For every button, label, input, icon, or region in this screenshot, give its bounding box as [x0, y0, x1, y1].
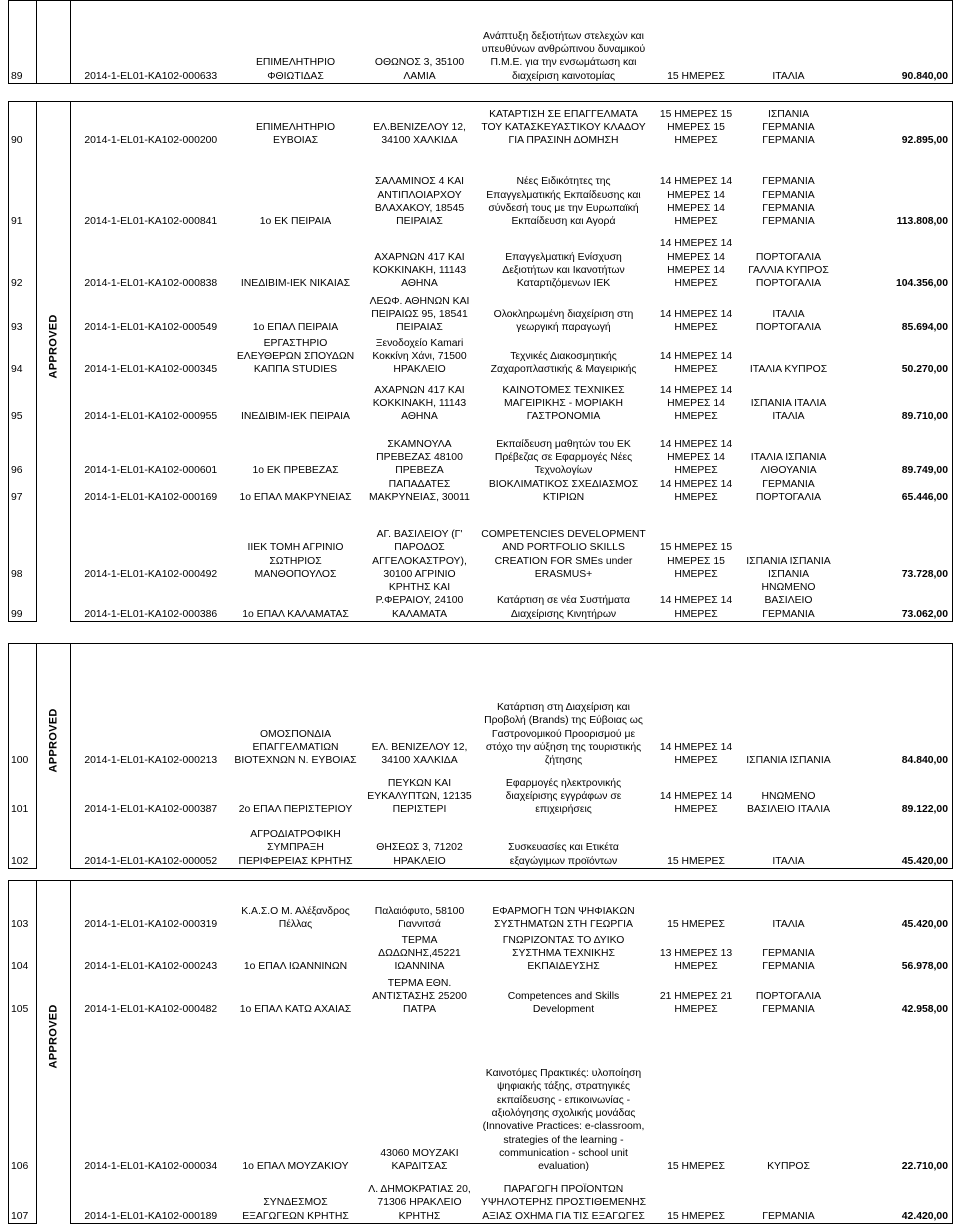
cell-org: ΕΠΙΜΕΛΗΤΗΡΙΟ ΦΘΙΩΤΙΔΑΣ: [231, 1, 361, 84]
cell-addr: ΚΡΗΤΗΣ ΚΑΙ Ρ.ΦΕΡΑΙΟΥ, 24100 ΚΑΛΑΜΑΤΑ: [361, 581, 479, 621]
cell-org: 1ο ΕΠΑΛ ΚΑΛΑΜΑΤΑΣ: [231, 581, 361, 621]
cell-country: ΙΤΑΛΙΑ: [744, 1, 834, 84]
cell-amount: 42.420,00: [834, 1174, 953, 1224]
cell-amount: 89.710,00: [834, 377, 953, 424]
cell-org: 1ο ΕΠΑΛ ΠΕΙΡΑΙΑ: [252, 322, 339, 334]
cell-org: ΕΠΙΜΕΛΗΤΗΡΙΟ ΕΥΒΟΙΑΣ: [231, 102, 361, 148]
cell-addr: ΕΛ.ΒΕΝΙΖΕΛΟΥ 12, 34100 ΧΑΛΚΙΔΑ: [361, 102, 479, 148]
row-number: 93: [9, 291, 37, 335]
row-number: 95: [9, 377, 37, 424]
cell-amount: 45.420,00: [834, 817, 953, 869]
table-row: [9, 377, 953, 424]
cell-dur: 14 ΗΜΕΡΕΣ 14 ΗΜΕΡΕΣ: [659, 790, 733, 816]
cell-amount: 42.958,00: [834, 974, 953, 1017]
cell-title: Επαγγελματική Ενίσχυση Δεξιοτήτων και Ικανοτήτων Καταρτιζόμενων ΙΕΚ: [502, 251, 625, 290]
cell-title: Ανάπτυξη δεξιοτήτων στελεχών και υπευθύνων ανθρώπινου δυναμικού Π.Μ.Ε. για την ενσωμάτωση και διαχείριση καινοτομίας: [479, 1, 649, 84]
cell-code: 2014-1-EL01-KA102-000841: [84, 216, 218, 228]
cell-dur: 15 ΗΜΕΡΕΣ: [649, 1174, 744, 1224]
cell-org: ΟΜΟΣΠΟΝΔΙΑ ΕΠΑΓΓΕΛΜΑΤΙΩΝ ΒΙΟΤΕΧΝΩΝ Ν. ΕΥΒΟΙΑΣ: [231, 644, 361, 768]
cell-country: ΠΟΡΤΟΓΑΛΙΑ ΓΕΡΜΑΝΙΑ: [755, 990, 822, 1016]
cell-country: ΓΕΡΜΑΝΙΑ ΠΟΡΤΟΓΑΛΙΑ: [755, 478, 822, 503]
row-number: 105: [9, 974, 37, 1017]
table-row: [9, 424, 953, 478]
cell-org: Κ.Α.Σ.Ο Μ. Αλέξανδρος Πέλλας: [231, 881, 361, 932]
cell-code: 2014-1-EL01-KA102-000052: [71, 817, 231, 869]
cell-addr: Παλαιόφυτο, 58100 Γιαννιτσά: [361, 881, 479, 932]
cell-dur: 14 ΗΜΕΡΕΣ 14 ΗΜΕΡΕΣ 14 ΗΜΕΡΕΣ 14 ΗΜΕΡΕΣ: [659, 238, 733, 290]
cell-country: ΙΣΠΑΝΙΑ ΙΣΠΑΝΙΑ: [744, 644, 834, 768]
cell-country: ΗΝΩΜΕΝΟ ΒΑΣΙΛΕΙΟ ΓΕΡΜΑΝΙΑ: [744, 581, 834, 621]
cell-dur: 14 ΗΜΕΡΕΣ 14 ΗΜΕΡΕΣ: [649, 644, 744, 768]
cell-country: ΙΣΠΑΝΙΑ ΓΕΡΜΑΝΙΑ ΓΕΡΜΑΝΙΑ: [744, 102, 834, 148]
cell-title: ΒΙΟΚΛΙΜΑΤΙΚΟΣ ΣΧΕΔΙΑΣΜΟΣ ΚΤΙΡΙΩΝ: [488, 478, 639, 503]
cell-dur: 14 ΗΜΕΡΕΣ 14 ΗΜΕΡΕΣ 14 ΗΜΕΡΕΣ: [659, 384, 733, 423]
cell-org: 1ο ΕΠΑΛ ΚΑΤΩ ΑΧΑΙΑΣ: [239, 1004, 352, 1016]
cell-dur: 15 ΗΜΕΡΕΣ 15 ΗΜΕΡΕΣ 15 ΗΜΕΡΕΣ: [659, 542, 733, 580]
cell-amount: 45.420,00: [834, 881, 953, 932]
row-number: 98: [9, 504, 37, 581]
table-body: [9, 1, 953, 1224]
cell-amount: 113.808,00: [834, 148, 953, 229]
cell-addr: ΕΛ. ΒΕΝΙΖΕΛΟΥ 12, 34100 ΧΑΛΚΙΔΑ: [361, 644, 479, 768]
cell-code: 2014-1-EL01-KA102-000492: [84, 568, 218, 580]
cell-country: ΗΝΩΜΕΝΟ ΒΑΣΙΛΕΙΟ ΙΤΑΛΙΑ: [746, 790, 831, 816]
cell-dur: 14 ΗΜΕΡΕΣ 14 ΗΜΕΡΕΣ 14 ΗΜΕΡΕΣ 14 ΗΜΕΡΕΣ: [659, 176, 733, 228]
cell-org: 2ο ΕΠΑΛ ΠΕΡΙΣΤΕΡΙΟΥ: [238, 804, 353, 816]
cell-addr: ΑΓ. ΒΑΣΙΛΕΙΟΥ (Γ' ΠΑΡΟΔΟΣ ΑΓΓΕΛΟΚΑΣΤΡΟΥ), 30100 ΑΓΡΙΝΙΟ: [372, 528, 467, 580]
cell-title: Εκπαίδευση μαθητών του ΕΚ Πρέβεζας σε Εφαρμογές Νέες Τεχνολογίων: [494, 438, 633, 477]
cell-code: 2014-1-EL01-KA102-000243: [84, 961, 218, 973]
table-row: [9, 1, 953, 84]
cell-code: 2014-1-EL01-KA102-000482: [84, 1004, 218, 1016]
cell-org: ΑΓΡΟΔΙΑΤΡΟΦΙΚΗ ΣΥΜΠΡΑΞΗ ΠΕΡΙΦΕΡΕΙΑΣ ΚΡΗΤΗΣ: [231, 817, 361, 869]
cell-code: 2014-1-EL01-KA102-000189: [71, 1174, 231, 1224]
row-number: 89: [9, 1, 37, 84]
cell-country: ΙΤΑΛΙΑ: [744, 817, 834, 869]
table-row: [9, 768, 953, 817]
cell-amount: 50.270,00: [834, 335, 953, 377]
table-row: [9, 644, 953, 768]
row-number: 100: [9, 644, 37, 768]
cell-amount: 89.122,00: [834, 768, 953, 817]
cell-country: ΙΣΠΑΝΙΑ ΙΣΠΑΝΙΑ ΙΣΠΑΝΙΑ: [746, 555, 831, 580]
cell-country: ΙΤΑΛΙΑ ΠΟΡΤΟΓΑΛΙΑ: [755, 308, 822, 334]
cell-title: ΓΝΩΡΙΖΟΝΤΑΣ ΤΟ ΔΥΙΚΟ ΣΥΣΤΗΜΑ ΤΕΧΝΙΚΗΣ ΕΚΠΑΙΔΕΥΣΗΣ: [502, 934, 625, 973]
row-number: 106: [9, 1017, 37, 1174]
cell-title: Competences and Skills Development: [507, 990, 620, 1016]
cell-title: COMPETENCIES DEVELOPMENT AND PORTFOLIO SKILLS CREATION FOR SMEs under ERASMUS+: [481, 528, 646, 580]
status-label: APPROVED: [47, 708, 60, 773]
cell-code: 2014-1-EL01-KA102-000213: [71, 644, 231, 768]
table-row: [9, 1017, 953, 1174]
cell-amount: 22.710,00: [834, 1017, 953, 1174]
cell-code: 2014-1-EL01-KA102-000034: [84, 1161, 218, 1173]
cell-amount: 104.356,00: [834, 229, 953, 291]
table-row: [9, 974, 953, 1017]
cell-title: Εφαρμογές ηλεκτρονικής διαχείρισης εγγράφων σε επιχειρήσεις: [505, 777, 622, 816]
cell-org: ΙΝΕΔΙΒΙΜ-ΙΕΚ ΠΕΙΡΑΙΑ: [241, 411, 350, 423]
cell-addr: ΛΕΩΦ. ΑΘΗΝΩΝ ΚΑΙ ΠΕΙΡΑΙΩΣ 95, 18541 ΠΕΙΡΑΙΑΣ: [369, 295, 470, 334]
cell-amount: 89.749,00: [834, 424, 953, 478]
cell-amount: 73.728,00: [834, 504, 953, 581]
cell-country: ΙΤΑΛΙΑ ΚΥΠΡΟΣ: [749, 364, 828, 376]
cell-amount: 73.062,00: [834, 581, 953, 621]
cell-amount: 90.840,00: [834, 1, 953, 84]
cell-title: Νέες Ειδικότητες της Επαγγελματικής Εκπαίδευσης και σύνδεσή τους με την Ευρωπαϊκή Εκπαίδευση και Αγορά: [486, 176, 641, 228]
cell-amount: 85.694,00: [834, 291, 953, 335]
row-number: 90: [9, 102, 37, 148]
table-row: [9, 1174, 953, 1224]
cell-org: 1ο ΕΚ ΠΡΕΒΕΖΑΣ: [252, 465, 339, 477]
cell-dur: 14 ΗΜΕΡΕΣ 14 ΗΜΕΡΕΣ: [659, 308, 733, 334]
cell-country: ΚΥΠΡΟΣ: [767, 1161, 810, 1173]
row-number: 97: [9, 478, 37, 505]
cell-dur: 21 ΗΜΕΡΕΣ 21 ΗΜΕΡΕΣ: [659, 990, 733, 1016]
cell-country: ΙΤΑΛΙΑ ΙΣΠΑΝΙΑ ΛΙΘΟΥΑΝΙΑ: [750, 451, 827, 477]
table-row: [9, 881, 953, 932]
table-row: [9, 291, 953, 335]
cell-code: 2014-1-EL01-KA102-000387: [84, 804, 218, 816]
cell-amount: 65.446,00: [834, 478, 953, 505]
projects-table: [8, 0, 953, 1224]
block-spacer: [9, 869, 953, 881]
status-label: APPROVED: [47, 314, 60, 379]
table-row: [9, 504, 953, 581]
cell-code: 2014-1-EL01-KA102-000345: [84, 364, 218, 376]
status-cell: [37, 644, 71, 869]
status-label: APPROVED: [47, 1004, 60, 1069]
cell-code: 2014-1-EL01-KA102-000955: [84, 411, 218, 423]
cell-addr: ΣΑΛΑΜΙΝΟΣ 4 ΚΑΙ ΑΝΤΙΠΛΟΙΑΡΧΟΥ ΒΛΑΧΑΚΟΥ, 18545 ΠΕΙΡΑΙΑΣ: [374, 176, 465, 228]
cell-amount: 56.978,00: [834, 932, 953, 974]
cell-title: ΕΦΑΡΜΟΓΗ ΤΩΝ ΨΗΦΙΑΚΩΝ ΣΥΣΤΗΜΑΤΩΝ ΣΤΗ ΓΕΩΡΓΙΑ: [479, 881, 649, 932]
cell-code: 2014-1-EL01-KA102-000633: [71, 1, 231, 84]
cell-code: 2014-1-EL01-KA102-000169: [84, 491, 218, 503]
row-number: 92: [9, 229, 37, 291]
status-cell: [37, 881, 71, 1224]
cell-title: ΠΑΡΑΓΩΓΗ ΠΡΟΪΟΝΤΩΝ ΥΨΗΛΟΤΕΡΗΣ ΠΡΟΣΤΙΘΕΜΕΝΗΣ ΑΞΙΑΣ ΟΧΗΜΑ ΓΙΑ ΤΙΣ ΕΞΑΓΩΓΕΣ: [479, 1174, 649, 1224]
cell-code: 2014-1-EL01-KA102-000549: [84, 322, 218, 334]
cell-addr: ΠΕΥΚΩΝ ΚΑΙ ΕΥΚΑΛΥΠΤΩΝ, 12135 ΠΕΡΙΣΤΕΡΙ: [367, 777, 472, 816]
row-number: 104: [9, 932, 37, 974]
cell-country: ΙΤΑΛΙΑ: [744, 881, 834, 932]
cell-dur: 14 ΗΜΕΡΕΣ 14 ΗΜΕΡΕΣ 14 ΗΜΕΡΕΣ: [659, 438, 733, 477]
row-number: 103: [9, 881, 37, 932]
cell-dur: 15 ΗΜΕΡΕΣ: [649, 1, 744, 84]
row-number: 107: [9, 1174, 37, 1224]
cell-org: ΣΥΝΔΕΣΜΟΣ ΕΞΑΓΩΓΕΩΝ ΚΡΗΤΗΣ: [231, 1174, 361, 1224]
row-number: 91: [9, 148, 37, 229]
cell-amount: 84.840,00: [834, 644, 953, 768]
cell-dur: 15 ΗΜΕΡΕΣ: [649, 817, 744, 869]
cell-addr: ΑΧΑΡΝΩΝ 417 ΚΑΙ ΚΟΚΚΙΝΑΚΗ, 11143 ΑΘΗΝΑ: [372, 384, 467, 423]
cell-org: ΙΙΕΚ ΤΟΜΗ ΑΓΡΙΝΙΟ ΣΩΤΗΡΙΟΣ ΜΑΝΘΟΠΟΥΛΟΣ: [247, 542, 344, 580]
cell-org: 1ο ΕΚ ΠΕΙΡΑΙΑ: [259, 216, 332, 228]
cell-org: 1ο ΕΠΑΛ ΙΩΑΝΝΙΝΩΝ: [243, 961, 348, 973]
cell-addr: 43060 ΜΟΥΖΑΚΙ ΚΑΡΔΙΤΣΑΣ: [380, 1147, 459, 1173]
cell-code: 2014-1-EL01-KA102-000838: [84, 278, 218, 290]
block-spacer: [9, 622, 953, 644]
cell-title: Συσκευασίες και Ετικέτα εξαγώγιμων προϊόντων: [479, 817, 649, 869]
cell-addr: ΤΕΡΜΑ ΕΘΝ. ΑΝΤΙΣΤΑΣΗΣ 25200 ΠΑΤΡΑ: [372, 977, 467, 1016]
table-row: [9, 148, 953, 229]
cell-dur: 15 ΗΜΕΡΕΣ: [649, 881, 744, 932]
cell-amount: 92.895,00: [834, 102, 953, 148]
cell-org: ΙΝΕΔΙΒΙΜ-ΙΕΚ ΝΙΚΑΙΑΣ: [240, 278, 351, 290]
cell-code: 2014-1-EL01-KA102-000319: [71, 881, 231, 932]
cell-country: ΓΕΡΜΑΝΙΑ ΓΕΡΜΑΝΙΑ: [762, 947, 815, 973]
cell-country: ΓΕΡΜΑΝΙΑ: [744, 1174, 834, 1224]
row-number: 102: [9, 817, 37, 869]
table-row: [9, 817, 953, 869]
cell-code: 2014-1-EL01-KA102-000386: [71, 581, 231, 621]
cell-title: Καινοτόμες Πρακτικές: υλοποίηση ψηφιακής τάξης, στρατηγικές εκπαίδευσης - επικοινωνίας - αξιολόγησης σχολικής μονάδας (Innovative Practices: e-classroom, strategies of the learning - communication - school unit evaluation): [482, 1068, 645, 1173]
status-cell: [37, 1, 71, 84]
cell-org: 1ο ΕΠΑΛ ΜΑΚΡΥΝΕΙΑΣ: [239, 491, 352, 503]
cell-country: ΠΟΡΤΟΓΑΛΙΑ ΓΑΛΛΙΑ ΚΥΠΡΟΣ ΠΟΡΤΟΓΑΛΙΑ: [748, 251, 829, 290]
table-row: [9, 478, 953, 505]
cell-addr: Ξενοδοχείο Kamari Κοκκίνη Χάνι, 71500 ΗΡΑΚΛΕΙΟ: [372, 337, 467, 376]
row-number: 94: [9, 335, 37, 377]
table-row: [9, 932, 953, 974]
cell-dur: 15 ΗΜΕΡΕΣ 15 ΗΜΕΡΕΣ 15 ΗΜΕΡΕΣ: [649, 102, 744, 148]
cell-org: ΕΡΓΑΣΤΗΡΙΟ ΕΛΕΥΘΕΡΩΝ ΣΠΟΥΔΩΝ ΚΑΠΠΑ STUDIES: [236, 337, 355, 376]
cell-title: Τεχνικές Διακοσμητικής Ζαχαροπλαστικής & Μαγειρικής: [490, 350, 637, 376]
cell-addr: ΑΧΑΡΝΩΝ 417 ΚΑΙ ΚΟΚΚΙΝΑΚΗ, 11143 ΑΘΗΝΑ: [372, 251, 467, 290]
cell-addr: ΟΘΩΝΟΣ 3, 35100 ΛΑΜΙΑ: [361, 1, 479, 84]
cell-title: Ολοκληρωμένη διαχείριση στη γεωργική παραγωγή: [493, 308, 634, 334]
cell-org: 1ο ΕΠΑΛ ΜΟΥΖΑΚΙΟΥ: [242, 1161, 349, 1173]
cell-code: 2014-1-EL01-KA102-000601: [84, 465, 218, 477]
cell-country: ΓΕΡΜΑΝΙΑ ΓΕΡΜΑΝΙΑ ΓΕΡΜΑΝΙΑ ΓΕΡΜΑΝΙΑ: [762, 176, 815, 228]
cell-country: ΙΣΠΑΝΙΑ ΙΤΑΛΙΑ ΙΤΑΛΙΑ: [750, 397, 827, 423]
cell-addr: ΣΚΑΜΝΟΥΛΑ ΠΡΕΒΕΖΑΣ 48100 ΠΡΕΒΕΖΑ: [376, 438, 463, 477]
row-number: 99: [9, 581, 37, 621]
cell-title: Κατάρτιση σε νέα Συστήματα Διαχείρισης Κινητήρων: [479, 581, 649, 621]
cell-addr: ΠΑΠΑΔΑΤΕΣ ΜΑΚΡΥΝΕΙΑΣ, 30011: [369, 478, 470, 503]
status-cell: [37, 102, 71, 622]
cell-dur: 14 ΗΜΕΡΕΣ 14 ΗΜΕΡΕΣ: [659, 478, 733, 503]
cell-dur: 13 ΗΜΕΡΕΣ 13 ΗΜΕΡΕΣ: [659, 947, 733, 973]
row-number: 96: [9, 424, 37, 478]
block-spacer: [9, 84, 953, 102]
cell-dur: 14 ΗΜΕΡΕΣ 14 ΗΜΕΡΕΣ: [649, 581, 744, 621]
cell-title: ΚΑΤΑΡΤΙΣΗ ΣΕ ΕΠΑΓΓΕΛΜΑΤΑ ΤΟΥ ΚΑΤΑΣΚΕΥΑΣΤΙΚΟΥ ΚΛΑΔΟΥ ΓΙΑ ΠΡΑΣΙΝΗ ΔΟΜΗΣΗ: [479, 102, 649, 148]
row-number: 101: [9, 768, 37, 817]
cell-addr: ΘΗΣΕΩΣ 3, 71202 ΗΡΑΚΛΕΙΟ: [361, 817, 479, 869]
cell-addr: ΤΕΡΜΑ ΔΩΔΩΝΗΣ,45221 ΙΩΑΝΝΙΝΑ: [378, 934, 461, 973]
cell-title: ΚΑΙΝΟΤΟΜΕΣ ΤΕΧΝΙΚΕΣ ΜΑΓΕΙΡΙΚΗΣ - ΜΟΡΙΑΚΗ ΓΑΣΤΡΟΝΟΜΙΑ: [502, 384, 625, 423]
cell-dur: 15 ΗΜΕΡΕΣ: [667, 1161, 725, 1173]
table-row: [9, 229, 953, 291]
cell-dur: 14 ΗΜΕΡΕΣ 14 ΗΜΕΡΕΣ: [659, 350, 733, 376]
cell-title: Κατάρτιση στη Διαχείριση και Προβολή (Brands) της Εύβοιας ως Γαστρονομικού Προορισμού με στόχο την αύξηση της τουριστικής ζήτησης: [479, 644, 649, 768]
table-row: [9, 335, 953, 377]
table-row: [9, 581, 953, 621]
cell-addr: Λ. ΔΗΜΟΚΡΑΤΙΑΣ 20, 71306 ΗΡΑΚΛΕΙΟ ΚΡΗΤΗΣ: [361, 1174, 479, 1224]
cell-code: 2014-1-EL01-KA102-000200: [71, 102, 231, 148]
table-row: [9, 102, 953, 148]
